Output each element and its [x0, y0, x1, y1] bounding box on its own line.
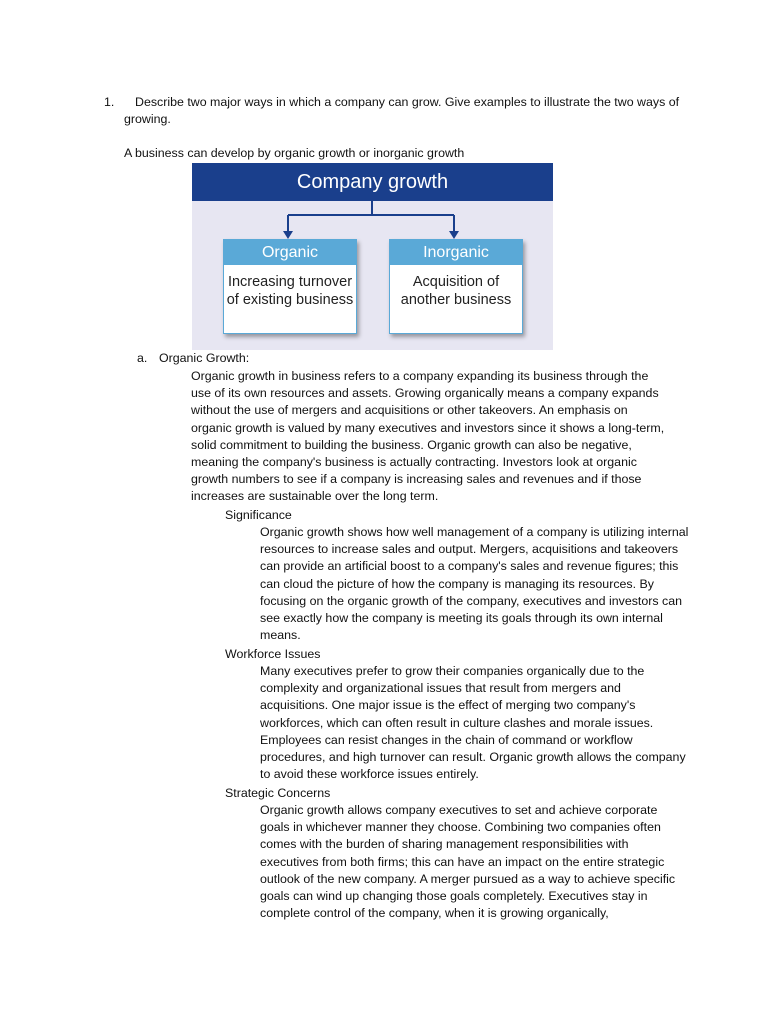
section-a-title: Organic Growth: — [159, 351, 250, 365]
diagram-title: Company growth — [192, 163, 553, 201]
organic-box-header: Organic — [224, 240, 356, 265]
workforce-issues-heading: Workforce Issues — [225, 647, 321, 661]
strategic-concerns-paragraph: Organic growth allows company executives to set and achieve corporate goals in whichever manner they choose. Combining two companies often comes with the burden of sharing management responsibilities with executives from both firms; this can have an impact on the entire strategic outlook of the new company. A merger pursued as a way to achieve specific goals can wind up changing those goals completely. Executives stay in complete control of the company, when it is growing organically, — [260, 803, 676, 921]
inorganic-box-body: Acquisition of another business — [400, 274, 512, 308]
section-a-label: a. — [137, 351, 148, 365]
inorganic-box-header: Inorganic — [390, 240, 522, 265]
company-growth-diagram — [192, 163, 553, 350]
significance-heading: Significance — [225, 508, 292, 522]
question-text: Describe two major ways in which a company can grow. Give examples to illustrate the two ways of growing. — [124, 95, 680, 127]
arrow-left-head — [283, 231, 293, 239]
question-number: 1. — [104, 95, 115, 109]
arrow-right-head — [449, 231, 459, 239]
intro-text: A business can develop by organic growth or inorganic growth — [124, 146, 465, 160]
organic-growth-paragraph: Organic growth in business refers to a company expanding its business through the use of its own resources and assets. Growing organically means a company expands without the use of mergers and acquisitions or other takeovers. An emphasis on organic growth is valued by many executives and investors since it shows a long-term, solid commitment to building the business. Organic growth can also be negative, meaning the company's business is actually contracting. Investors look at organic growth numbers to see if a company is increasing sales and revenues and if those increases are sustainable over the long term. — [191, 369, 665, 504]
organic-box — [223, 239, 357, 334]
workforce-issues-paragraph: Many executives prefer to grow their companies organically due to the complexity and organizational issues that result from mergers and acquisitions. One major issue is the effect of merging two company's workforces, which can often result in culture clashes and morale issues. Employees can resist changes in the chain of command or workflow procedures, and high turnover can result. Organic growth allows the company to avoid these workforce issues entirely. — [260, 664, 686, 782]
inorganic-box — [389, 239, 523, 334]
organic-box-body: Increasing turnover of existing business — [226, 274, 354, 308]
significance-paragraph: Organic growth shows how well management of a company is utilizing internal resources to increase sales and output. Mergers, acquisitions and takeovers can provide an artificial boost to a company's sales and revenue figures; this can cloud the picture of how the company is managing its resources. By focusing on the organic growth of the company, executives and investors can see exactly how the company is meeting its goals through its own internal means. — [260, 525, 689, 643]
strategic-concerns-heading: Strategic Concerns — [225, 786, 331, 800]
